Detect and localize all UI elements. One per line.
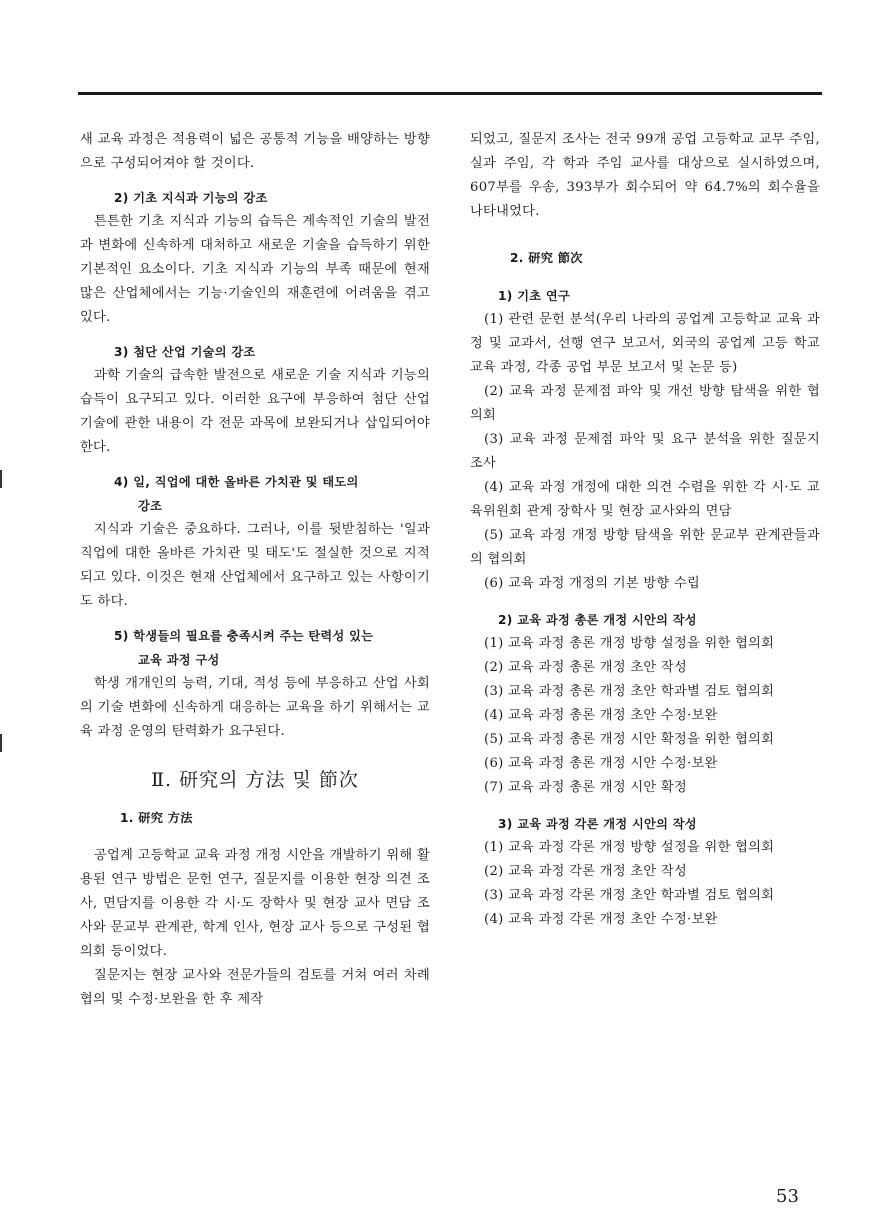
subheading-line: 강조 (138, 499, 163, 513)
subheading: 3) 교육 과정 각론 개정 시안의 작성 (498, 817, 697, 831)
list-item: (7) 교육 과정 총론 개정 시안 확정 (484, 780, 687, 795)
scan-margin-mark (0, 734, 2, 752)
list-item: (2) 교육 과정 문제점 파악 및 개선 방향 탐색을 위한 협의회 (470, 384, 820, 423)
subheading (80, 470, 430, 518)
list-item: (4) 교육 과정 각론 개정 초안 수정·보완 (484, 912, 718, 927)
paragraph: 되었고, 질문지 조사는 전국 99개 공업 고등학교 교무 주임, 실과 주임, 각 학과 주임 교사를 대상으로 실시하였으며, 607부를 우송, 393부가 회수되어 약 64.7%의 회수율을 나타내었다. (470, 132, 820, 219)
list-item: (6) 교육 과정 개정의 기본 방향 수립 (484, 576, 701, 591)
list-item: (3) 교육 과정 총론 개정 초안 학과별 검토 협의회 (484, 684, 775, 699)
paragraph: 지식과 기술은 중요하다. 그러나, 이를 뒷받침하는 '일과 직업에 대한 올바른 가치관 및 태도'도 절실한 것으로 지적되고 있다. 이것은 현재 산업체에서 요구하고 있는 사항이기도 하다. (80, 522, 430, 609)
scan-margin-mark (0, 470, 2, 488)
list-item: (4) 교육 과정 개정에 대한 의견 수렴을 위한 각 시·도 교육위원회 관계 장학사 및 현장 교사와의 면담 (470, 480, 820, 519)
paragraph: 질문지는 현장 교사와 전문가들의 검토를 거쳐 여러 차례 협의 및 수정·보완을 한 후 제작 (80, 968, 430, 1007)
subheading: 2. 研究 節次 (510, 251, 583, 265)
subheading-line: 5) 학생들의 필요를 충족시켜 주는 탄력성 있는 (114, 629, 374, 643)
list-item: (5) 교육 과정 총론 개정 시안 확정을 위한 협의회 (484, 732, 775, 747)
list-item: (1) 교육 과정 총론 개정 방향 설정을 위한 협의회 (484, 636, 775, 651)
right-column (470, 128, 820, 932)
subheading: 1) 기초 연구 (498, 289, 571, 303)
list-item: (4) 교육 과정 총론 개정 초안 수정·보완 (484, 708, 718, 723)
subheading: 3) 첨단 산업 기술의 강조 (114, 345, 256, 359)
paragraph: 과학 기술의 급속한 발전으로 새로운 기술 지식과 기능의 습득이 요구되고 있다. 이러한 요구에 부응하여 첨단 산업 기술에 관한 내용이 각 전문 과목에 보완되거나 삽입되어야 한다. (80, 368, 430, 455)
general-list (470, 632, 820, 800)
list-item: (5) 교육 과정 개정 방향 탐색을 위한 문교부 관계관들과의 협의회 (470, 528, 820, 567)
section-title: Ⅱ. 研究의 方法 및 節次 (151, 769, 359, 791)
list-item: (1) 교육 과정 각론 개정 방향 설정을 위한 협의회 (484, 840, 775, 855)
subheading (80, 624, 430, 672)
list-item: (6) 교육 과정 총론 개정 시안 수정·보완 (484, 756, 718, 771)
list-item: (3) 교육 과정 문제점 파악 및 요구 분석을 위한 질문지 조사 (470, 432, 820, 471)
subheading-line: 교육 과정 구성 (138, 653, 220, 667)
list-item: (2) 교육 과정 각론 개정 초안 작성 (484, 864, 687, 879)
list-item: (2) 교육 과정 총론 개정 초안 작성 (484, 660, 687, 675)
list-item: (3) 교육 과정 각론 개정 초안 학과별 검토 협의회 (484, 888, 775, 903)
subheading: 2) 기초 지식과 기능의 강조 (114, 191, 268, 205)
paragraph: 새 교육 과정은 적용력이 넓은 공통적 기능을 배양하는 방향으로 구성되어져야 할 것이다. (80, 132, 430, 171)
left-column (80, 128, 430, 1012)
list-item: (1) 관련 문헌 분석(우리 나라의 공업계 고등학교 교육 과정 및 교과서, 선행 연구 보고서, 외국의 공업계 고등 학교 교육 과정, 각종 공업 부문 보고서 및 논문 등) (470, 312, 820, 375)
basic-list (470, 308, 820, 596)
detail-list (470, 836, 820, 932)
paragraph: 튼튼한 기초 지식과 기능의 습득은 계속적인 기술의 발전과 변화에 신속하게 대처하고 새로운 기술을 습득하기 위한 기본적인 요소이다. 기초 지식과 기능의 부족 때문에 현재 많은 산업체에서는 기능·기술인의 재훈련에 어려움을 겪고 있다. (80, 214, 430, 325)
paragraph: 공업계 고등학교 교육 과정 개정 시안을 개발하기 위해 활용된 연구 방법은 문헌 연구, 질문지를 이용한 현장 의견 조사, 면담지를 이용한 각 시·도 장학사 및 현장 교사 면담 조사와 문교부 관계관, 학계 인사, 현장 교사 등으로 구성된 협의회 등이었다. (80, 848, 430, 959)
paragraph: 학생 개개인의 능력, 기대, 적성 등에 부응하고 산업 사회의 기술 변화에 신속하게 대응하는 교육을 하기 위해서는 교육 과정 운영의 탄력화가 요구된다. (80, 676, 430, 739)
header-rule (78, 92, 822, 95)
subheading-line: 4) 일, 직업에 대한 올바른 가치관 및 태도의 (114, 475, 359, 489)
page-number: 53 (776, 1186, 799, 1207)
subheading: 1. 研究 方法 (120, 811, 193, 825)
subheading: 2) 교육 과정 총론 개정 시안의 작성 (498, 613, 697, 627)
